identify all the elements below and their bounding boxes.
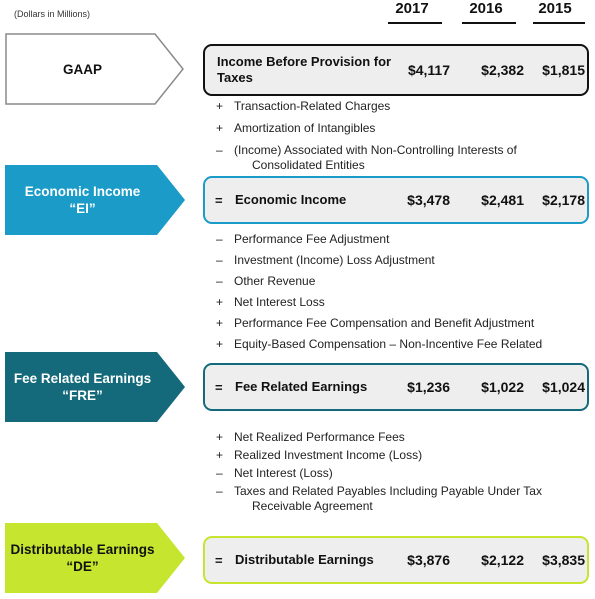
de-arrow-abbrev: “DE” — [66, 559, 99, 574]
adjustment-item — [216, 295, 542, 310]
adjustment-text: Other Revenue — [234, 274, 316, 288]
fre-box — [203, 363, 589, 411]
adjustment-item — [216, 430, 542, 445]
adjustments-to-fre — [216, 232, 542, 352]
ei-value-2016: $2,481 — [481, 192, 524, 208]
equals-sign: = — [215, 552, 223, 568]
ei-box — [203, 176, 589, 224]
de-box — [203, 536, 589, 584]
adjustment-text: Net Interest (Loss) — [234, 466, 333, 480]
adjustment-item — [216, 99, 517, 114]
de-arrow — [5, 523, 185, 593]
adjustment-text: Performance Fee Compensation and Benefit Adjustment — [234, 316, 535, 330]
ei-value-2015: $2,178 — [542, 192, 585, 208]
equals-sign: = — [215, 192, 223, 208]
adjustment-text: Net Interest Loss — [234, 295, 325, 309]
gaap-box — [203, 44, 589, 96]
adjustment-item — [216, 466, 542, 481]
adjustment-text-continued: Consolidated Entities — [252, 158, 365, 172]
adjustment-text: Transaction-Related Charges — [234, 99, 391, 113]
adjustment-text: Amortization of Intangibles — [234, 121, 376, 135]
minus-sign: – — [216, 232, 223, 246]
year-header-2015: 2015 — [538, 0, 572, 17]
gaap-box-label: Income Before Provision for Taxes — [217, 54, 392, 85]
plus-sign: + — [216, 121, 224, 135]
year-underline-2015 — [533, 22, 585, 24]
de-box-label: Distributable Earnings — [235, 552, 374, 567]
adjustment-text: Realized Investment Income (Loss) — [234, 448, 423, 462]
gaap-value-2015: $1,815 — [542, 62, 585, 78]
ei-box-label: Economic Income — [235, 192, 347, 207]
plus-sign: + — [216, 99, 224, 113]
fre-value-2016: $1,022 — [481, 379, 524, 395]
ei-arrow-abbrev: “EI” — [69, 201, 96, 216]
equals-sign: = — [215, 379, 223, 395]
ei-arrow-label: Economic Income — [24, 184, 141, 199]
adjustment-text: Equity-Based Compensation – Non-Incentive Fee Related — [234, 337, 543, 351]
plus-sign: + — [216, 316, 224, 330]
adjustment-text: Performance Fee Adjustment — [234, 232, 390, 246]
gaap-value-2017: $4,117 — [407, 62, 450, 78]
year-underline-2017 — [388, 22, 442, 24]
adjustments-to-de — [216, 430, 542, 514]
de-value-2016: $2,122 — [481, 552, 524, 568]
minus-sign: – — [216, 253, 223, 267]
fre-arrow-label: Fee Related Earnings — [13, 371, 152, 386]
de-value-2017: $3,876 — [407, 552, 450, 568]
gaap-arrow-label: GAAP — [62, 61, 102, 77]
minus-sign: – — [216, 274, 223, 288]
de-arrow-label: Distributable Earnings — [10, 542, 155, 557]
gaap-arrow — [5, 33, 185, 105]
adjustment-text: Taxes and Related Payables Including Payable Under Tax — [234, 484, 542, 498]
plus-sign: + — [216, 295, 224, 309]
fre-box-label: Fee Related Earnings — [235, 379, 368, 394]
year-header-2017: 2017 — [395, 0, 429, 17]
year-underline-2016 — [462, 22, 516, 24]
plus-sign: + — [216, 448, 224, 462]
minus-sign: – — [216, 466, 223, 480]
adjustment-item — [216, 274, 542, 289]
fre-arrow-abbrev: “FRE” — [62, 388, 103, 403]
minus-sign: – — [216, 484, 223, 498]
ei-arrow — [5, 165, 185, 235]
adjustments-to-ei — [216, 99, 517, 173]
adjustment-item — [216, 337, 542, 352]
adjustment-text: Investment (Income) Loss Adjustment — [234, 253, 435, 267]
plus-sign: + — [216, 337, 224, 351]
ei-value-2017: $3,478 — [407, 192, 450, 208]
adjustment-item — [216, 484, 542, 514]
adjustment-item — [216, 316, 542, 331]
adjustment-item — [216, 121, 517, 136]
fre-value-2015: $1,024 — [542, 379, 585, 395]
adjustment-item — [216, 143, 517, 173]
gaap-value-2016: $2,382 — [481, 62, 524, 78]
year-header-2016: 2016 — [469, 0, 503, 17]
de-value-2015: $3,835 — [542, 552, 585, 568]
adjustment-item — [216, 232, 542, 247]
fre-value-2017: $1,236 — [407, 379, 450, 395]
units-note: (Dollars in Millions) — [14, 9, 91, 19]
adjustment-text: Net Realized Performance Fees — [234, 430, 405, 444]
adjustment-text: (Income) Associated with Non-Controlling Interests of — [234, 143, 517, 157]
fre-arrow — [5, 352, 185, 422]
adjustment-item — [216, 253, 542, 268]
minus-sign: – — [216, 143, 223, 157]
adjustment-text-continued: Receivable Agreement — [252, 499, 373, 513]
plus-sign: + — [216, 430, 224, 444]
adjustment-item — [216, 448, 542, 463]
